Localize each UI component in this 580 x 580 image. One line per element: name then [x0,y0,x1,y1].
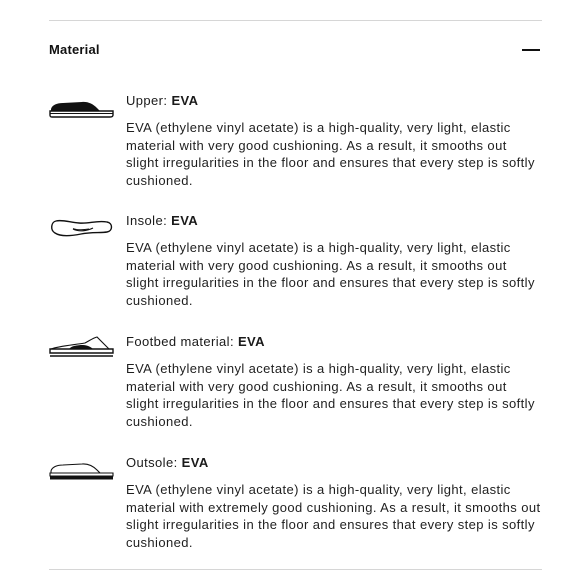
material-heading [126,92,542,110]
material-heading [126,333,542,351]
bottom-divider [49,569,542,570]
material-value: EVA [181,455,209,470]
material-label: Upper: [126,93,168,108]
insole-icon [49,212,115,242]
material-description: EVA (ethylene vinyl acetate) is a high-quality, very light, elastic material with very good cushioning. As a result, it smooths out slight irregularities in the floor and ensures that every step is softly cushioned. [126,240,535,308]
material-heading [126,454,542,472]
section-title: Material [49,42,100,57]
material-value: EVA [171,93,199,108]
material-description: EVA (ethylene vinyl acetate) is a high-quality, very light, elastic material with very good cushioning. As a result, it smooths out slight irregularities in the floor and ensures that every step is softly cushioned. [126,361,535,429]
material-label: Footbed material: [126,334,234,349]
material-heading [126,212,542,230]
footbed-icon [49,333,115,363]
material-value: EVA [171,213,199,228]
material-description: EVA (ethylene vinyl acetate) is a high-quality, very light, elastic material with extremely good cushioning. As a result, it smooths out slight irregularities in the floor and ensures that every step is softly cushioned. [126,482,541,550]
minus-icon[interactable] [522,49,540,51]
material-section-header[interactable] [49,38,542,62]
material-value: EVA [237,334,265,349]
top-divider [49,20,542,21]
outsole-icon [49,456,115,486]
material-label: Outsole: [126,455,178,470]
slipper-upper-icon [49,94,115,124]
material-description: EVA (ethylene vinyl acetate) is a high-quality, very light, elastic material with very good cushioning. As a result, it smooths out slight irregularities in the floor and ensures that every step is softly cushioned. [126,120,535,188]
material-label: Insole: [126,213,168,228]
